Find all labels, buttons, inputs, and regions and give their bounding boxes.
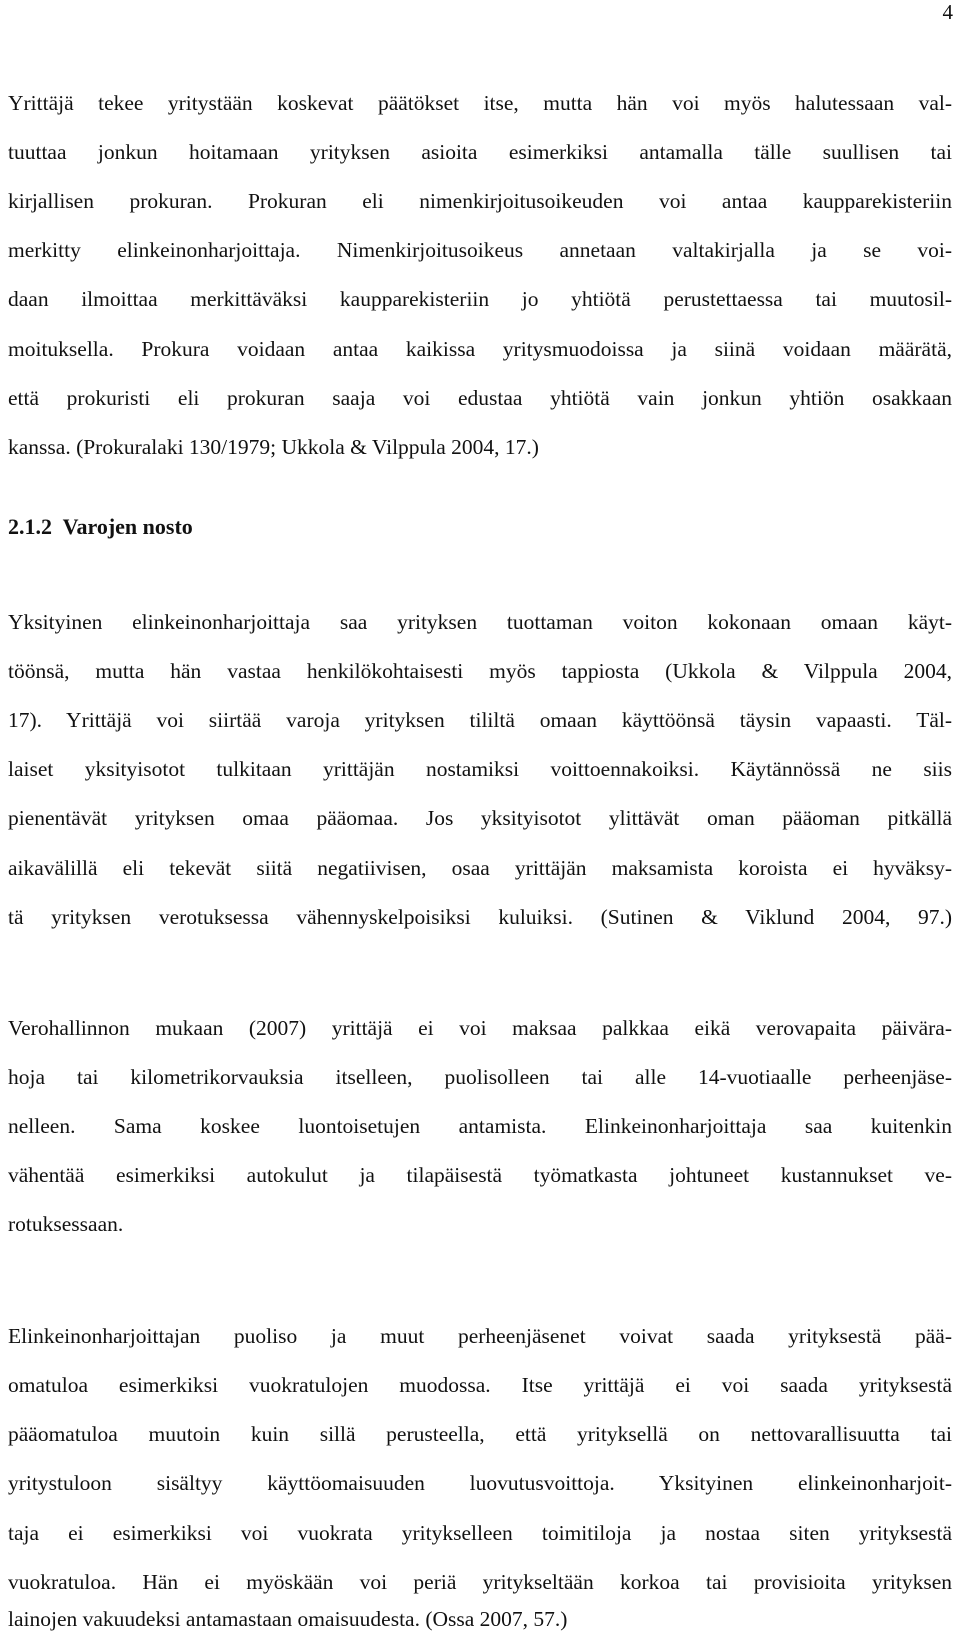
paragraph-4-line-7: lainojen vakuudeksi antamastaan omaisuudesta. (Ossa 2007, 57.) — [8, 1607, 568, 1631]
paragraph-2-line-1: Yksityinen elinkeinonharjoittaja saa yrityksen tuottaman voiton kokonaan omaan käyt- — [8, 610, 952, 634]
paragraph-2-line-5: pienentävät yrityksen omaa pääomaa. Jos yksityisotot ylittävät oman pääoman pitkällä — [8, 806, 952, 830]
paragraph-4-line-4: yritystuloon sisältyy käyttöomaisuuden luovutusvoittoja. Yksityinen elinkeinonharjoit- — [8, 1471, 952, 1495]
paragraph-4-line-3: pääomatuloa muutoin kuin sillä perusteella, että yrityksellä on nettovarallisuutta tai — [8, 1422, 952, 1446]
paragraph-1-line-1: Yrittäjä tekee yritystään koskevat päätökset itse, mutta hän voi myös halutessaan val- — [8, 91, 952, 115]
paragraph-2-line-7: tä yrityksen verotuksessa vähennyskelpoisiksi kuluiksi. (Sutinen & Viklund 2004, 97.) — [8, 905, 952, 929]
page-number: 4 — [942, 0, 953, 24]
paragraph-1-line-6: moituksella. Prokura voidaan antaa kaikissa yritysmuodoissa ja siinä voidaan määrätä, — [8, 337, 952, 361]
section-title: Varojen nosto — [62, 514, 193, 539]
paragraph-3-line-2: hoja tai kilometrikorvauksia itselleen, puolisolleen tai alle 14-vuotiaalle perheenjäse- — [8, 1065, 952, 1089]
paragraph-4-line-1: Elinkeinonharjoittajan puoliso ja muut perheenjäsenet voivat saada yrityksestä pää- — [8, 1324, 952, 1348]
paragraph-3-line-4: vähentää esimerkiksi autokulut ja tilapäisestä työmatkasta johtuneet kustannukset ve- — [8, 1163, 952, 1187]
paragraph-4-line-6: vuokratuloa. Hän ei myöskään voi periä yritykseltään korkoa tai provisioita yrityksen — [8, 1570, 952, 1594]
paragraph-2-line-2: töönsä, mutta hän vastaa henkilökohtaisesti myös tappiosta (Ukkola & Vilppula 2004, — [8, 659, 952, 683]
paragraph-1-line-2: tuuttaa jonkun hoitamaan yrityksen asioita esimerkiksi antamalla tälle suullisen tai — [8, 140, 952, 164]
paragraph-4-line-5: taja ei esimerkiksi voi vuokrata yritykselleen toimitiloja ja nostaa siten yrityksestä — [8, 1521, 952, 1545]
paragraph-1-line-8: kanssa. (Prokuralaki 130/1979; Ukkola & Vilppula 2004, 17.) — [8, 435, 539, 459]
paragraph-4-line-2: omatuloa esimerkiksi vuokratulojen muodossa. Itse yrittäjä ei voi saada yrityksestä — [8, 1373, 952, 1397]
section-heading — [8, 515, 193, 539]
section-number: 2.1.2 — [8, 514, 52, 539]
paragraph-1-line-7: että prokuristi eli prokuran saaja voi edustaa yhtiötä vain jonkun yhtiön osakkaan — [8, 386, 952, 410]
paragraph-3-line-5: rotuksessaan. — [8, 1212, 124, 1236]
paragraph-1-line-3: kirjallisen prokuran. Prokuran eli nimenkirjoitusoikeuden voi antaa kaupparekisteriin — [8, 189, 952, 213]
paragraph-3-line-1: Verohallinnon mukaan (2007) yrittäjä ei voi maksaa palkkaa eikä verovapaita päivära- — [8, 1016, 952, 1040]
paragraph-2-line-6: aikavälillä eli tekevät siitä negatiivisen, osaa yrittäjän maksamista koroista ei hyväksy- — [8, 856, 952, 880]
paragraph-3-line-3: nelleen. Sama koskee luontoisetujen antamista. Elinkeinonharjoittaja saa kuitenkin — [8, 1114, 952, 1138]
paragraph-1-line-4: merkitty elinkeinonharjoittaja. Nimenkirjoitusoikeus annetaan valtakirjalla ja se voi- — [8, 238, 952, 262]
paragraph-2-line-4: laiset yksityisotot tulkitaan yrittäjän nostamiksi voittoennakoiksi. Käytännössä ne siis — [8, 757, 952, 781]
paragraph-1-line-5: daan ilmoittaa merkittäväksi kaupparekisteriin jo yhtiötä perustettaessa tai muutosil- — [8, 287, 952, 311]
paragraph-2-line-3: 17). Yrittäjä voi siirtää varoja yrityksen tililtä omaan käyttöönsä täysin vapaasti. Täl- — [8, 708, 952, 732]
